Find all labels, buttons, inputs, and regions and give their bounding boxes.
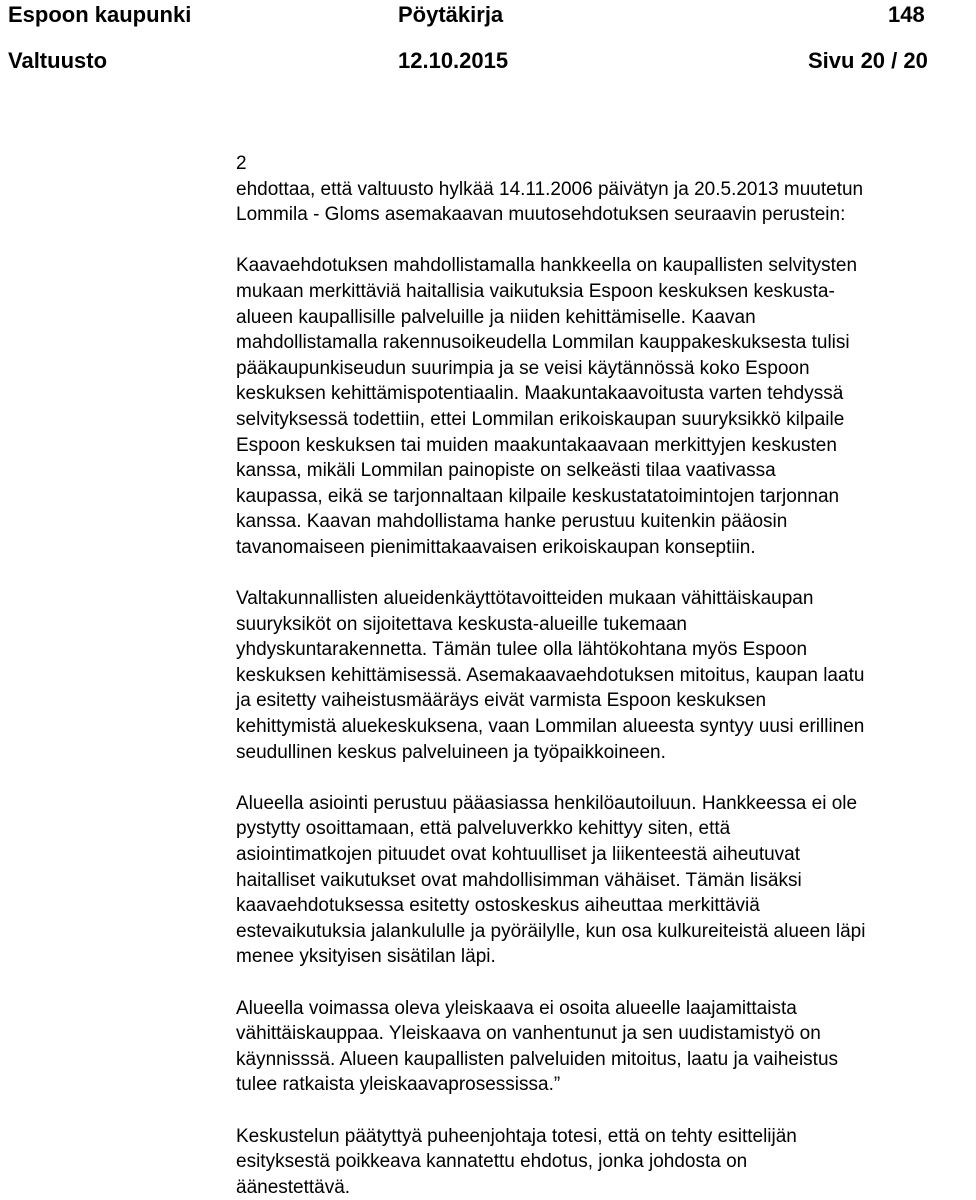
paragraph-line: esityksestä poikkeava kannatettu ehdotus, jonka johdosta on bbox=[236, 1151, 748, 1173]
paragraph-line: Keskustelun päätyttyä puheenjohtaja totesi, että on tehty esittelijän bbox=[236, 1125, 797, 1147]
paragraph-line: asiointimatkojen pituudet ovat kohtuulliset ja liikenteestä aiheutuvat bbox=[236, 844, 801, 866]
paragraph-line: kanssa, mikäli Lommilan painopiste on selkeästi tilaa vaativassa bbox=[236, 460, 776, 482]
paragraph-line: kaavaehdotuksessa esitetty ostoskeskus aiheuttaa merkittäviä bbox=[236, 895, 760, 917]
header-section-number: 148 bbox=[888, 2, 925, 27]
paragraph-line: käynnisssä. Alueen kaupallisten palveluiden mitoitus, laatu ja vaiheistus bbox=[236, 1048, 839, 1070]
paragraph-4 bbox=[236, 996, 976, 1098]
paragraph-2 bbox=[236, 586, 976, 765]
paragraph-line: estevaikutuksia jalankululle ja pyöräilylle, kun osa kulkureiteistä alueen läpi bbox=[236, 920, 866, 942]
paragraph-line: kaupassa, eikä se tarjonnaltaan kilpaile keskustatatoimintojen tarjonnan bbox=[236, 485, 840, 507]
paragraph-line: ja esitetty vaiheistusmääräys eivät varmista Espoon keskuksen bbox=[236, 690, 767, 712]
paragraph-1 bbox=[236, 253, 976, 560]
header-document-type: Pöytäkirja bbox=[398, 2, 504, 27]
paragraph-line: Alueella asiointi perustuu pääasiassa henkilöautoiluun. Hankkeessa ei ole bbox=[236, 792, 858, 814]
header-page-number: Sivu 20 / 20 bbox=[808, 48, 928, 73]
paragraph-line: kehittymistä aluekeskuksena, vaan Lommilan alueesta syntyy uusi erillinen bbox=[236, 716, 865, 738]
paragraph-line: mukaan merkittäviä haitallisia vaikutuksia Espoon keskuksen keskusta- bbox=[236, 280, 835, 302]
header-body: Valtuusto bbox=[8, 48, 108, 73]
paragraph-line: keskuksen kehittämisessä. Asemakaavaehdotuksen mitoitus, kaupan laatu bbox=[236, 664, 865, 686]
header-organization: Espoon kaupunki bbox=[8, 2, 192, 27]
paragraph-line: Kaavaehdotuksen mahdollistamalla hankkeella on kaupallisten selvitysten bbox=[236, 255, 858, 277]
paragraph-line: tavanomaiseen pienimittakaavaisen erikoiskaupan konseptiin. bbox=[236, 536, 756, 558]
paragraph-line: mahdollistamalla rakennusoikeudella Lommilan kauppakeskuksesta tulisi bbox=[236, 332, 850, 354]
item-number: 2 bbox=[236, 153, 247, 174]
paragraph-line: menee yksityisen sisätilan läpi. bbox=[236, 946, 496, 968]
paragraph-line: seudullinen keskus palveluineen ja työpaikkoineen. bbox=[236, 741, 666, 763]
header-date: 12.10.2015 bbox=[398, 48, 509, 73]
intro-line: Lommila - Gloms asemakaavan muutosehdotuksen seuraavin perustein: bbox=[236, 204, 846, 226]
paragraph-line: Espoon keskuksen tai muiden maakuntakaavaan merkittyjen keskusten bbox=[236, 434, 837, 456]
document-content bbox=[236, 151, 976, 1200]
paragraph-line: pystytty osoittamaan, että palveluverkko kehittyy siten, että bbox=[236, 818, 731, 840]
intro-paragraph bbox=[236, 177, 976, 228]
paragraph-line: alueen kaupallisille palveluille ja niiden kehittämiselle. Kaavan bbox=[236, 306, 756, 328]
paragraph-line: Valtakunnallisten alueidenkäyttötavoitteiden mukaan vähittäiskaupan bbox=[236, 588, 814, 610]
paragraph-line: selvityksessä todettiin, ettei Lommilan erikoiskaupan suuryksikkö kilpaile bbox=[236, 408, 845, 430]
paragraph-line: vähittäiskauppaa. Yleiskaava on vanhentunut ja sen uudistamistyö on bbox=[236, 1023, 821, 1045]
paragraph-3 bbox=[236, 791, 976, 970]
paragraph-line: haitalliset vaikutukset ovat mahdollisimman vähäiset. Tämän lisäksi bbox=[236, 869, 802, 891]
paragraph-line: tulee ratkaista yleiskaavaprosessissa.” bbox=[236, 1074, 561, 1096]
paragraph-line: yhdyskuntarakennetta. Tämän tulee olla lähtökohtana myös Espoon bbox=[236, 639, 808, 661]
paragraph-line: äänestettävä. bbox=[236, 1176, 351, 1198]
paragraph-line: keskuksen kehittämispotentiaalin. Maakuntakaavoitusta varten tehdyssä bbox=[236, 383, 844, 405]
item-number-block bbox=[236, 151, 976, 177]
intro-line: ehdottaa, että valtuusto hylkää 14.11.2006 päivätyn ja 20.5.2013 muutetun bbox=[236, 178, 864, 200]
paragraph-line: Alueella voimassa oleva yleiskaava ei osoita alueelle laajamittaista bbox=[236, 997, 797, 1019]
paragraph-line: kanssa. Kaavan mahdollistama hanke perustuu kuitenkin pääosin bbox=[236, 511, 788, 533]
paragraph-5 bbox=[236, 1124, 976, 1200]
paragraph-line: pääkaupunkiseudun suurimpia ja se veisi käytännössä koko Espoon bbox=[236, 357, 810, 379]
paragraph-line: suuryksiköt on sijoitettava keskusta-alueille tukemaan bbox=[236, 613, 687, 635]
